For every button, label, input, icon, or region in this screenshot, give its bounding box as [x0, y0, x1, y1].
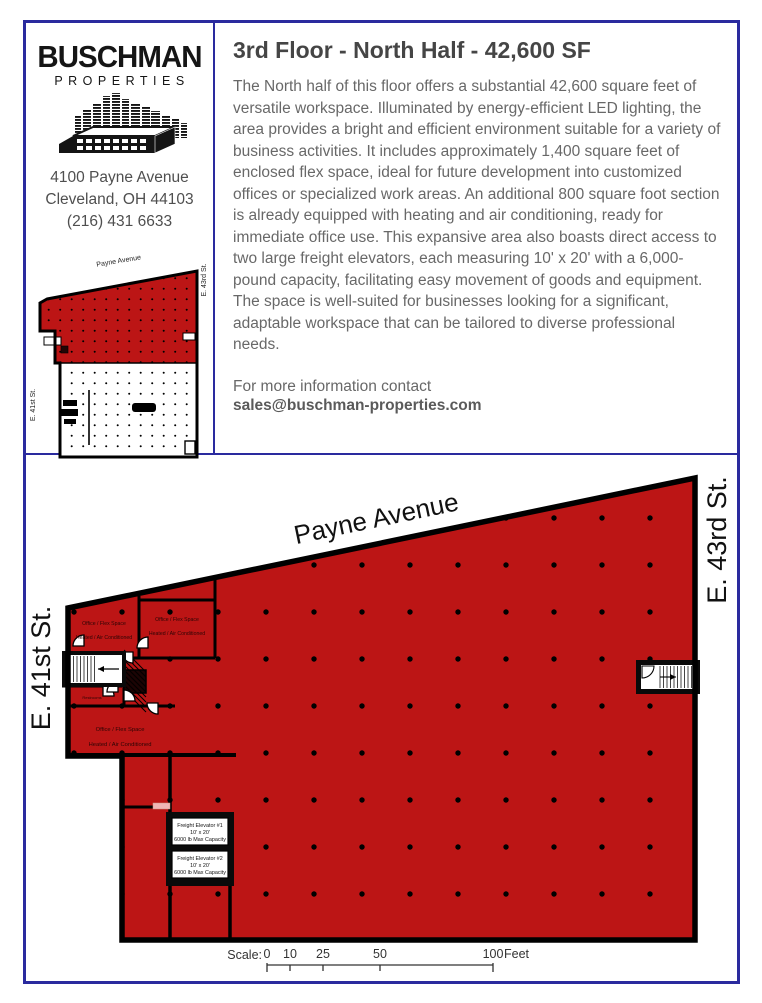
corridor-door [153, 803, 170, 809]
description-panel [215, 23, 740, 453]
column-grid-dots [68, 478, 695, 940]
address-line2: Cleveland, OH 44103 [45, 191, 194, 208]
address-line1: 4100 Payne Avenue [50, 169, 189, 186]
brand-subtitle: PROPERTIES [54, 74, 190, 88]
thumb-e43rd-label: E. 43rd St. [200, 263, 208, 297]
restrooms-label: Restrooms [82, 695, 102, 700]
svg-text:Freight Elevator #1: Freight Elevator #1 [177, 823, 223, 829]
payne-avenue-label: Payne Avenue [291, 486, 462, 550]
svg-text:10: 10 [283, 947, 297, 961]
e43rd-street-label: E. 43rd St. [702, 476, 732, 604]
svg-text:25: 25 [316, 947, 330, 961]
thumb-e41st-label: E. 41st St. [29, 388, 37, 422]
e41st-street-label: E. 41st St. [26, 605, 56, 731]
contact-email: sales@buschman-properties.com [233, 396, 482, 414]
contact-line: For more information contact [233, 377, 432, 395]
floor-plan [26, 455, 737, 981]
svg-text:100: 100 [482, 947, 504, 961]
office-flex-label-nw: Office / Flex Space [82, 621, 126, 627]
floor-thumbnail [27, 245, 213, 467]
scale-label: Scale: [227, 948, 262, 962]
svg-text:6000 lb Max Capacity: 6000 lb Max Capacity [174, 837, 226, 843]
svg-text:0: 0 [263, 947, 271, 961]
company-address [26, 167, 213, 233]
svg-text:Heated / Air Conditioned: Heated / Air Conditioned [75, 635, 133, 641]
thumb-payne-avenue-label: Payne Avenue [95, 254, 142, 269]
svg-text:Heated / Air Conditioned: Heated / Air Conditioned [88, 742, 152, 748]
svg-text:10' x 20': 10' x 20' [190, 830, 210, 836]
scale-unit: Feet [504, 947, 530, 961]
svg-text:6000 lb Max Capacity: 6000 lb Max Capacity [174, 870, 226, 876]
svg-text:Heated / Air Conditioned: Heated / Air Conditioned [148, 631, 206, 637]
page-title: 3rd Floor - North Half - 42,600 SF [233, 37, 591, 63]
brand-name: BUSCHMAN [37, 39, 202, 74]
office-flex-label-sw: Office / Flex Space [95, 727, 145, 733]
description-text: The North half of this floor offers a substantial 42,600 square feet of versatile workspace. Illuminated by energy-efficient LED lighting, the area provides a bright and efficient environment suitable for a variety of business activities. It includes approximately 1,400 square feet of enclosed flex space, ideal for future development into customized offices or specialized work areas. An additional 800 square foot section is already equipped with heating and air conditioning, ready for immediate office use. This expansive area also boasts direct access to two large freight elevators, each measuring 10' x 20' with a 6,000-pound capacity, facilitating easy movement of goods and equipment. The space is well-suited for businesses looking for a significant, adaptable workspace that can be tailored to diverse professional needs. [233, 78, 721, 353]
logo-panel [26, 23, 213, 453]
stairwell-east [636, 660, 700, 694]
buschman-logo-icon [45, 92, 195, 154]
address-line3: (216) 431 6633 [66, 213, 173, 230]
svg-text:50: 50 [373, 947, 387, 961]
svg-text:Freight Elevator #2: Freight Elevator #2 [177, 856, 223, 862]
svg-text:10' x 20': 10' x 20' [190, 863, 210, 869]
office-flex-label-n: Office / Flex Space [155, 617, 199, 623]
stairwell-west [62, 651, 126, 687]
scale-bar [227, 947, 529, 972]
